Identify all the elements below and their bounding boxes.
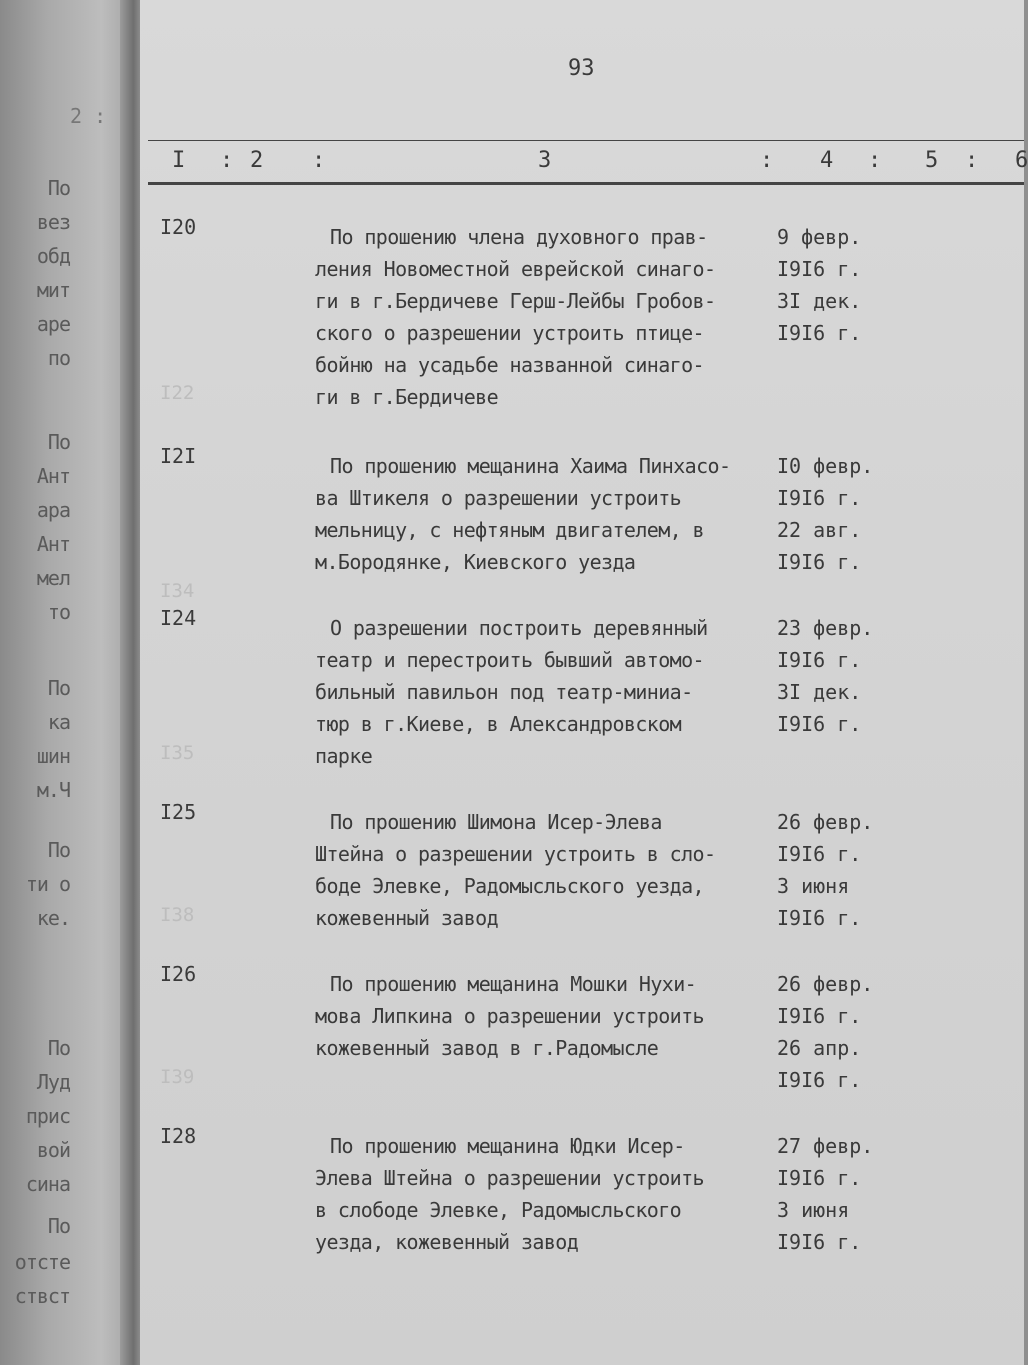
entry-description-line: в слободе Элевке, Радомысльского bbox=[315, 1198, 682, 1222]
entry-date: I9I6 г. bbox=[777, 1068, 862, 1092]
entry-date: 22 авг. bbox=[777, 518, 862, 542]
entry-date: 27 февр. bbox=[777, 1134, 874, 1158]
bleed-through: I34 bbox=[160, 580, 195, 602]
left-page-text-fragment: вой bbox=[36, 1138, 70, 1162]
left-page-text-fragment: По bbox=[47, 176, 70, 200]
left-page-text-fragment: По bbox=[47, 838, 70, 862]
entry-description-line: ского о разрешении устроить птице- bbox=[315, 321, 704, 345]
entry-date: I9I6 г. bbox=[777, 1166, 862, 1190]
left-page-text-fragment: прис bbox=[25, 1104, 70, 1128]
entry-description-line: кожевенный завод bbox=[315, 906, 499, 930]
entry-number: I25 bbox=[160, 800, 197, 824]
left-page-text-fragment: По bbox=[47, 676, 70, 700]
entry-number: I20 bbox=[160, 215, 197, 239]
left-page-text-fragment: обд bbox=[36, 244, 70, 268]
left-page-text-fragment: то bbox=[47, 600, 70, 624]
entry-description-line: По прошению мещанина Хаима Пинхасо- bbox=[330, 454, 731, 478]
left-page-text-fragment: По bbox=[47, 1214, 70, 1238]
entry-date: 23 февр. bbox=[777, 616, 874, 640]
header-separator: : bbox=[312, 148, 326, 173]
entry-description-line: ги в г.Бердичеве bbox=[315, 385, 499, 409]
left-page-text-fragment: шин bbox=[36, 744, 70, 768]
entry-date: 3 июня bbox=[777, 874, 850, 898]
entry-description-line: уезда, кожевенный завод bbox=[315, 1230, 579, 1254]
entry-description-line: ги в г.Бердичеве Герш-Лейбы Гробов- bbox=[315, 289, 716, 313]
entry-date: 26 февр. bbox=[777, 810, 874, 834]
entry-description-line: бильный павильон под театр-миниа- bbox=[315, 680, 693, 704]
header-separator: : bbox=[760, 148, 774, 173]
left-page-text-fragment: по bbox=[47, 346, 70, 370]
left-page-text-fragment: Луд bbox=[36, 1070, 70, 1094]
entry-description-line: бойню на усадьбе названной синаго- bbox=[315, 353, 704, 377]
entry-date: I9I6 г. bbox=[777, 486, 862, 510]
entry-description-line: По прошению члена духовного прав- bbox=[330, 225, 708, 249]
entry-description-line: боде Элевке, Радомысльского уезда, bbox=[315, 874, 704, 898]
header-column-5: 5 bbox=[925, 148, 939, 173]
entry-date: I9I6 г. bbox=[777, 648, 862, 672]
left-page-text-fragment: ти о bbox=[25, 872, 70, 896]
entry-date: I9I6 г. bbox=[777, 906, 862, 930]
header-column-4: 4 bbox=[820, 148, 834, 173]
header-separator: : bbox=[965, 148, 979, 173]
left-page-text-fragment: Ант bbox=[36, 464, 70, 488]
entry-description-line: ления Новоместной еврейской синаго- bbox=[315, 257, 716, 281]
entry-description-line: театр и перестроить бывший автомо- bbox=[315, 648, 704, 672]
left-page-text-fragment: м.Ч bbox=[36, 778, 70, 802]
entry-date: 3I дек. bbox=[777, 680, 862, 704]
entry-description-line: м.Бородянке, Киевского уезда bbox=[315, 550, 636, 574]
entry-description-line: По прошению мещанина Юдки Исер- bbox=[330, 1134, 685, 1158]
left-page-text-fragment: ствст bbox=[14, 1284, 70, 1308]
entry-description-line: Штейна о разрешении устроить в сло- bbox=[315, 842, 716, 866]
entry-description-line: По прошению мещанина Мошки Нухи- bbox=[330, 972, 697, 996]
left-page-text-fragment: По bbox=[47, 430, 70, 454]
entry-date: I9I6 г. bbox=[777, 1230, 862, 1254]
left-page-text-fragment: мит bbox=[36, 278, 70, 302]
entry-number: I2I bbox=[160, 444, 197, 468]
entry-number: I24 bbox=[160, 606, 197, 630]
entry-number: I28 bbox=[160, 1124, 197, 1148]
left-page-text-fragment: аре bbox=[36, 312, 70, 336]
header-column-I: I bbox=[172, 148, 186, 173]
entry-description-line: ва Штикеля о разрешении устроить bbox=[315, 486, 682, 510]
header-separator: : bbox=[868, 148, 882, 173]
entry-date: I9I6 г. bbox=[777, 712, 862, 736]
page-number: 93 bbox=[568, 56, 595, 81]
entry-date: 26 февр. bbox=[777, 972, 874, 996]
header-column-6: 6 bbox=[1015, 148, 1028, 173]
header-top-rule bbox=[148, 140, 1024, 141]
left-page-header: 2 : bbox=[70, 104, 107, 128]
left-page-text-fragment: По bbox=[47, 1036, 70, 1060]
bleed-through: I35 bbox=[160, 742, 195, 764]
bleed-through: I39 bbox=[160, 1066, 195, 1088]
entry-date: I9I6 г. bbox=[777, 1004, 862, 1028]
left-page-text-fragment: ара bbox=[36, 498, 70, 522]
entry-date: 3I дек. bbox=[777, 289, 862, 313]
entry-date: I0 февр. bbox=[777, 454, 874, 478]
left-page-text-fragment: сина bbox=[25, 1172, 70, 1196]
entry-description-line: тюр в г.Киеве, в Александровском bbox=[315, 712, 682, 736]
document-page bbox=[140, 0, 1028, 1365]
entry-description-line: парке bbox=[315, 744, 373, 768]
entry-date: I9I6 г. bbox=[777, 257, 862, 281]
entry-date: 9 февр. bbox=[777, 225, 862, 249]
entry-description-line: кожевенный завод в г.Радомысле bbox=[315, 1036, 659, 1060]
entry-date: I9I6 г. bbox=[777, 842, 862, 866]
header-separator: : bbox=[220, 148, 234, 173]
left-page-text-fragment: мел bbox=[36, 566, 70, 590]
left-page-text-fragment: ке. bbox=[36, 906, 70, 930]
entry-number: I26 bbox=[160, 962, 197, 986]
left-page-text-fragment: вез bbox=[36, 210, 70, 234]
entry-description-line: О разрешении построить деревянный bbox=[330, 616, 708, 640]
adjacent-left-page bbox=[0, 0, 135, 1365]
entry-date: I9I6 г. bbox=[777, 550, 862, 574]
header-column-2: 2 bbox=[250, 148, 264, 173]
entry-description-line: По прошению Шимона Исер-Элева bbox=[330, 810, 662, 834]
left-page-text-fragment: Ант bbox=[36, 532, 70, 556]
entry-date: I9I6 г. bbox=[777, 321, 862, 345]
entry-description-line: мельницу, с нефтяным двигателем, в bbox=[315, 518, 704, 542]
entry-description-line: мова Липкина о разрешении устроить bbox=[315, 1004, 704, 1028]
left-page-text-fragment: ка bbox=[47, 710, 70, 734]
entry-description-line: Элева Штейна о разрешении устроить bbox=[315, 1166, 704, 1190]
entry-date: 3 июня bbox=[777, 1198, 850, 1222]
bleed-through: I22 bbox=[160, 382, 195, 404]
header-column-3: 3 bbox=[538, 148, 552, 173]
header-bottom-rule bbox=[148, 182, 1024, 185]
entry-date: 26 апр. bbox=[777, 1036, 862, 1060]
left-page-text-fragment: отсте bbox=[14, 1250, 70, 1274]
bleed-through: I38 bbox=[160, 904, 195, 926]
